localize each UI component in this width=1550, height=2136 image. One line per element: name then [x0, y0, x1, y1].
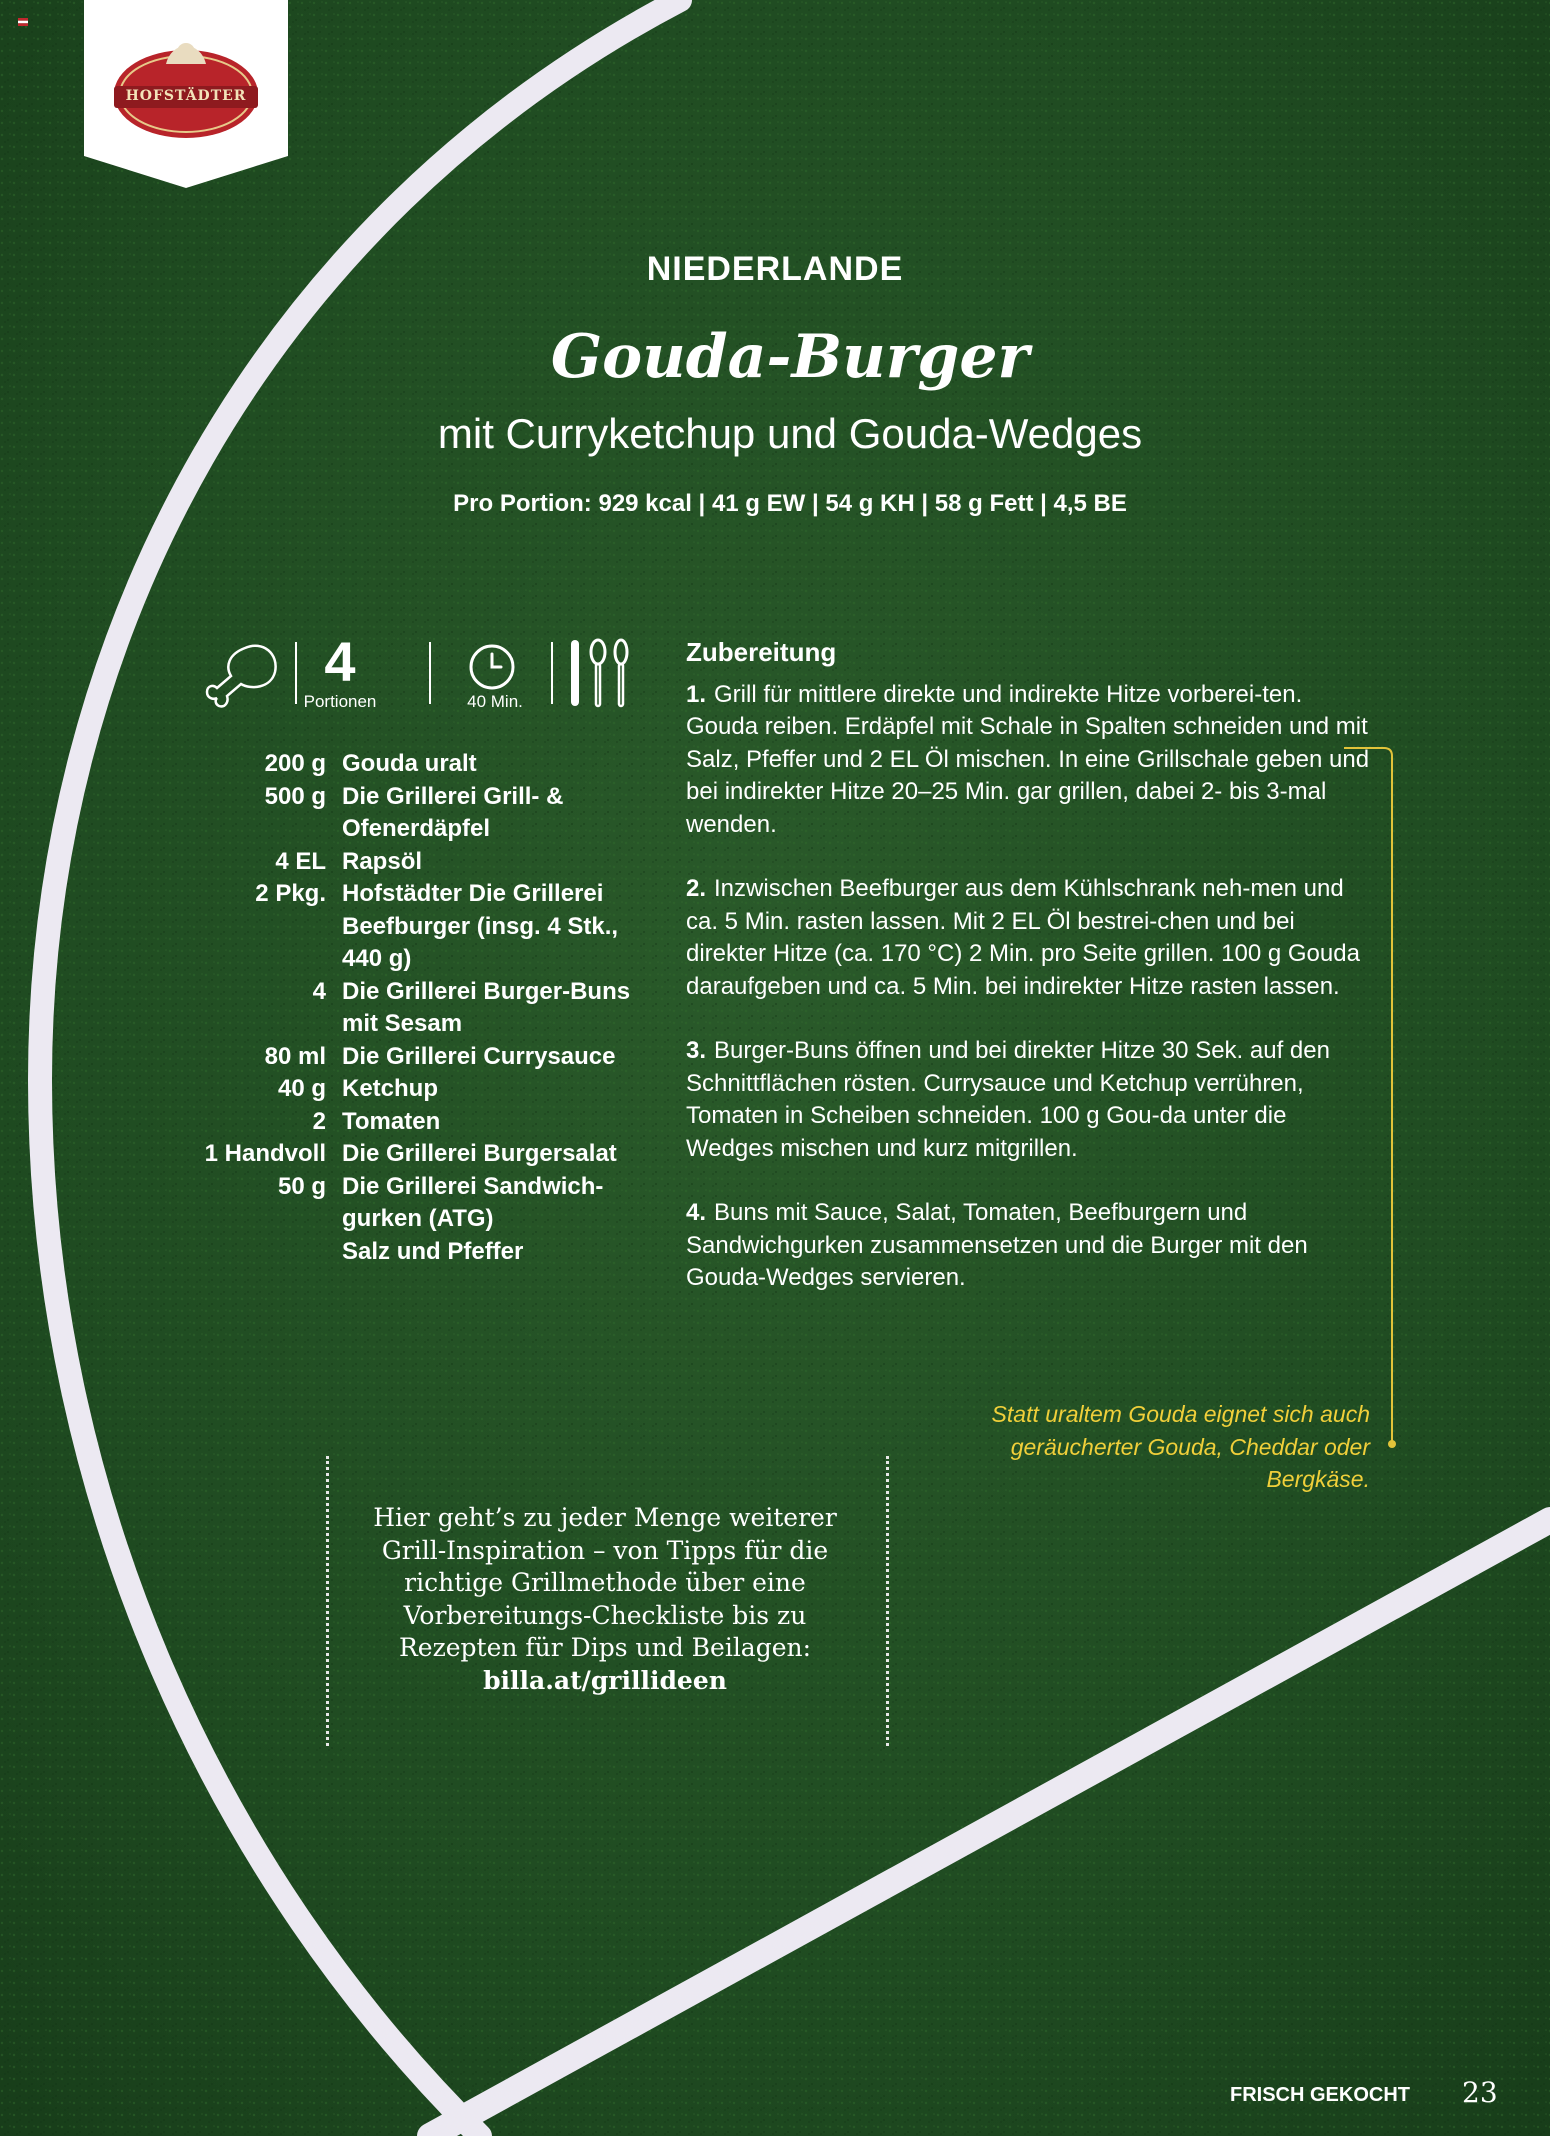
ingredient-name: Die Grillerei Burgersalat — [342, 1140, 617, 1167]
info-text: Hier geht’s zu jeder Menge weiterer Grill-Inspiration – von Tipps für die richtige Grillmethode über eine Vorbereitungs-Checkliste bis zu Rezepten für Dips und Beilagen: — [373, 1503, 837, 1662]
flag-icon — [18, 18, 28, 26]
step-text: Grill für mittlere direkte und indirekte Hitze vorberei-ten. Gouda reiben. Erdäpfel mit Schale in Spalten schneiden und mit Salz, Pfeffer und 2 EL Öl mischen. In eine Grillschale geben und bei indirekter Hitze 20–25 Min. gar grillen, dabei 2- bis 3-mal wenden. — [686, 680, 1370, 838]
ingredient-quantity: 50 g — [277, 1172, 326, 1200]
nutrition-info: Pro Portion: 929 kcal | 41 g EW | 54 g KH | 58 g Fett | 4,5 BE — [453, 490, 1127, 517]
ingredient-row — [150, 1171, 650, 1236]
clock-icon — [467, 642, 517, 692]
ingredient-row — [150, 781, 650, 846]
preparation-step — [686, 679, 1376, 842]
step-number: 4. — [686, 1199, 707, 1226]
recipe-country: NIEDERLANDE — [646, 250, 904, 288]
ingredient-quantity: 200 g — [264, 750, 326, 777]
ingredient-name: Tomaten — [342, 1107, 441, 1135]
chicken-leg-icon — [205, 640, 281, 710]
preparation-steps — [686, 679, 1376, 1295]
logo-text: HOFSTÄDTER — [125, 88, 247, 104]
divider — [429, 642, 431, 704]
step-number: 1. — [686, 680, 707, 708]
dotted-divider — [326, 1456, 329, 1746]
step-number: 3. — [686, 1037, 707, 1064]
recipe-subtitle: mit Curryketchup und Gouda-Wedges — [437, 410, 1143, 457]
tip-text: Statt uraltem Gouda eignet sich auch geräucherter Gouda, Cheddar oder Bergkäse. — [991, 1401, 1370, 1492]
ingredient-row — [150, 1138, 650, 1171]
step-text: Buns mit Sauce, Salat, Tomaten, Beefburgern und Sandwichgurken zusammensetzen und die Burger mit den Gouda-Wedges servieren. — [686, 1199, 1308, 1291]
portions-value: 4 — [324, 630, 356, 693]
ingredient-row — [150, 1073, 650, 1106]
ingredient-name: Die Grillerei Burger-Buns mit Sesam — [342, 977, 631, 1037]
ingredient-quantity: 500 g — [264, 782, 326, 810]
step-number: 2. — [686, 875, 707, 902]
preparation-section — [686, 636, 1376, 1327]
ingredient-quantity: 4 EL — [275, 847, 326, 875]
preparation-step — [686, 1035, 1376, 1165]
info-box — [360, 1502, 850, 1697]
ingredient-name: Die Grillerei Currysauce — [342, 1042, 616, 1070]
ingredient-row — [150, 1236, 650, 1269]
ingredient-name: Die Grillerei Sandwich-gurken (ATG) — [342, 1172, 604, 1232]
footer-section-label: FRISCH GEKOCHT — [1230, 2084, 1410, 2106]
step-text: Burger-Buns öffnen und bei direkter Hitze 30 Sek. auf den Schnittflächen rösten. Currysauce und Ketchup verrühren, Tomaten in Scheiben schneiden. 100 g Gou-da unter die Wedges mischen und kurz mitgrillen. — [686, 1037, 1330, 1162]
cutlery-icon — [565, 638, 635, 710]
ingredient-quantity: 80 ml — [264, 1042, 326, 1070]
preparation-heading: Zubereitung — [686, 637, 837, 667]
ingredient-row — [150, 1041, 650, 1074]
portions-label: Portionen — [303, 692, 377, 711]
preparation-step — [686, 873, 1376, 1003]
ingredient-name: Gouda uralt — [342, 750, 477, 777]
preparation-step — [686, 1197, 1376, 1295]
ingredient-name: Rapsöl — [342, 847, 423, 875]
ingredient-list — [150, 748, 650, 1268]
ingredient-quantity: 4 — [312, 977, 326, 1005]
divider — [551, 642, 553, 704]
tip-connector-line — [1340, 746, 1396, 1450]
ingredient-name: Ketchup — [342, 1075, 438, 1102]
ingredient-quantity: 2 — [312, 1107, 326, 1135]
recipe-icon-row — [205, 630, 645, 716]
ingredient-row — [150, 1106, 650, 1139]
info-link[interactable]: billa.at/grillideen — [483, 1665, 727, 1695]
dotted-divider — [886, 1456, 889, 1746]
page-number: 23 — [1462, 2076, 1498, 2109]
ingredient-row — [150, 846, 650, 879]
ingredient-row — [150, 878, 650, 976]
ingredient-name: Hofstädter Die Grillerei Beefburger (insg. 4 Stk., 440 g) — [342, 880, 619, 972]
ingredient-name: Die Grillerei Grill- & Ofenerdäpfel — [342, 782, 564, 842]
ingredient-quantity — [150, 1236, 342, 1269]
ingredient-quantity: 2 Pkg. — [255, 880, 326, 907]
ingredient-quantity: 40 g — [277, 1075, 326, 1102]
ingredient-row — [150, 976, 650, 1041]
recipe-title: Gouda-Burger — [550, 322, 1030, 392]
ingredient-name: Salz und Pfeffer — [342, 1237, 524, 1265]
ingredient-quantity: 1 Handvoll — [204, 1140, 326, 1167]
time-label: 40 Min. — [467, 692, 523, 711]
step-text: Inzwischen Beefburger aus dem Kühlschrank neh-men und ca. 5 Min. rasten lassen. Mit 2 EL Öl bestrei-chen und bei direkter Hitze (ca. 170 °C) 2 Min. pro Seite grillen. 100 g Gouda daraufgeben und ca. 5 Min. bei indirekter Hitze rasten lassen. — [686, 875, 1360, 1000]
brand-logo-tab — [84, 0, 288, 188]
ingredient-row — [150, 748, 650, 781]
